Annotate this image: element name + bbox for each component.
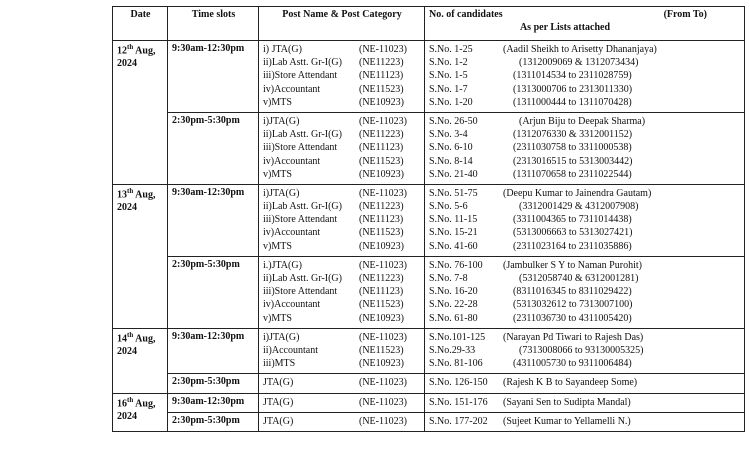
post-entry bbox=[263, 200, 421, 213]
post-entry bbox=[263, 226, 421, 239]
post-category-code: (NE11123) bbox=[359, 214, 404, 226]
cell-date bbox=[113, 41, 168, 185]
cell-post-list bbox=[259, 41, 425, 113]
cell-time-slot: 2:30pm-5:30pm bbox=[168, 412, 259, 431]
candidate-name-or-number-range: (7313008066 to 93130005325) bbox=[519, 344, 644, 356]
table-row bbox=[113, 256, 745, 328]
cell-post-list bbox=[259, 412, 425, 431]
candidate-entry bbox=[429, 83, 741, 96]
post-category-code: (NE10923) bbox=[359, 96, 404, 108]
candidate-name-or-number-range: (5313006663 to 5313027421) bbox=[513, 227, 633, 239]
post-entry bbox=[263, 168, 421, 181]
candidate-entry bbox=[429, 312, 741, 325]
candidate-name-or-number-range: (1313000706 to 2313011330) bbox=[513, 83, 633, 95]
column-header-candidates bbox=[425, 7, 745, 41]
date-ordinal-suffix: th bbox=[127, 43, 134, 51]
post-entry bbox=[263, 272, 421, 285]
post-name: ii)Lab Astt. Gr-I(G) bbox=[263, 201, 342, 213]
post-entry bbox=[263, 83, 421, 96]
candidate-serial-range: S.No.101-125 bbox=[429, 331, 486, 343]
candidate-entry bbox=[429, 331, 741, 344]
table-row bbox=[113, 374, 745, 393]
post-entry bbox=[263, 396, 421, 409]
post-category-code: (NE11523) bbox=[359, 299, 404, 311]
candidate-entry bbox=[429, 69, 741, 82]
candidate-entry bbox=[429, 415, 741, 428]
candidate-entry bbox=[429, 226, 741, 239]
candidate-entry bbox=[429, 96, 741, 109]
post-category-code: (NE11223) bbox=[359, 129, 404, 141]
candidate-serial-range: S.No. 51-75 bbox=[429, 187, 478, 199]
candidate-entry bbox=[429, 200, 741, 213]
cell-candidate-list bbox=[425, 256, 745, 328]
cell-post-list bbox=[259, 256, 425, 328]
date-ordinal-suffix: th bbox=[127, 186, 134, 195]
post-category-code: (NE-11023) bbox=[359, 44, 407, 55]
post-category-code: (NE-11023) bbox=[359, 377, 407, 389]
candidate-name-or-number-range: (2311030758 to 3311000538) bbox=[513, 142, 632, 154]
post-entry bbox=[263, 298, 421, 311]
candidate-entry bbox=[429, 187, 741, 200]
post-category-code: (NE-11023) bbox=[359, 115, 407, 127]
candidate-serial-range: S.No. 16-20 bbox=[429, 286, 478, 298]
candidate-name-or-number-range: (1311014534 to 2311028759) bbox=[513, 70, 632, 82]
post-name: iv)Accountant bbox=[263, 299, 321, 311]
post-entry bbox=[263, 115, 421, 128]
post-name: JTA(G) bbox=[263, 415, 294, 427]
post-name: i)JTA(G) bbox=[263, 187, 300, 199]
post-category-code: (NE11523) bbox=[359, 227, 404, 239]
post-category-code: (NE10923) bbox=[359, 240, 404, 252]
cell-candidate-list bbox=[425, 393, 745, 412]
post-category-code: (NE-11023) bbox=[359, 415, 407, 427]
post-entry bbox=[263, 357, 421, 370]
post-name: ii)Lab Astt. Gr-I(G) bbox=[263, 57, 342, 69]
candidate-serial-range: S.No. 22-28 bbox=[429, 299, 478, 311]
cell-time-slot: 9:30am-12:30pm bbox=[168, 393, 259, 412]
cell-post-list bbox=[259, 184, 425, 256]
table-body bbox=[113, 41, 745, 432]
post-category-code: (NE11523) bbox=[359, 155, 404, 167]
candidate-name-or-number-range: (4311005730 to 9311006484) bbox=[513, 358, 632, 370]
post-category-code: (NE10923) bbox=[359, 358, 404, 370]
post-category-code: (NE-11023) bbox=[359, 331, 407, 343]
column-header-from-to: (From To) bbox=[663, 9, 707, 20]
candidate-entry bbox=[429, 141, 741, 154]
candidate-serial-range: S.No.29-33 bbox=[429, 344, 476, 356]
post-entry bbox=[263, 415, 421, 428]
exam-schedule-table bbox=[112, 6, 745, 432]
candidate-serial-range: S.No. 8-14 bbox=[429, 155, 473, 167]
candidate-name-or-number-range: (3312001429 & 4312007908) bbox=[519, 201, 639, 213]
candidate-entry bbox=[429, 168, 741, 181]
column-header-time-slots: Time slots bbox=[168, 7, 259, 41]
candidate-entry bbox=[429, 115, 741, 128]
candidate-entry bbox=[429, 259, 741, 272]
post-entry bbox=[263, 96, 421, 109]
post-category-code: (NE10923) bbox=[359, 168, 404, 180]
candidate-name-or-number-range: (1311070658 to 2311022544) bbox=[513, 168, 632, 180]
candidate-entry bbox=[429, 128, 741, 141]
post-category-code: (NE11223) bbox=[359, 57, 404, 69]
post-name: iii)MTS bbox=[263, 358, 296, 370]
candidate-entry bbox=[429, 43, 741, 56]
post-category-code: (NE11123) bbox=[359, 142, 404, 154]
cell-post-list bbox=[259, 374, 425, 393]
candidate-entry bbox=[429, 56, 741, 69]
candidate-serial-range: S.No. 5-6 bbox=[429, 201, 468, 213]
post-entry bbox=[263, 285, 421, 298]
candidate-name-or-number-range: (2311036730 to 4311005420) bbox=[513, 312, 632, 324]
cell-candidate-list bbox=[425, 41, 745, 113]
table-header bbox=[113, 7, 745, 41]
candidate-entry bbox=[429, 213, 741, 226]
cell-time-slot: 9:30am-12:30pm bbox=[168, 328, 259, 374]
candidate-entry bbox=[429, 344, 741, 357]
candidate-entry bbox=[429, 376, 741, 389]
candidate-name-or-number-range: (5313032612 to 7313007100) bbox=[513, 299, 633, 311]
candidate-name-or-number-range: (2313016515 to 5313003442) bbox=[513, 155, 633, 167]
post-category-code: (NE11223) bbox=[359, 201, 404, 213]
post-name: i)JTA(G) bbox=[263, 115, 300, 127]
candidate-serial-range: S.No. 41-60 bbox=[429, 240, 478, 252]
cell-candidate-list bbox=[425, 184, 745, 256]
post-name: v)MTS bbox=[263, 168, 292, 180]
cell-date bbox=[113, 393, 168, 431]
date-month: Aug, bbox=[133, 333, 156, 345]
cell-time-slot: 2:30pm-5:30pm bbox=[168, 256, 259, 328]
post-name: JTA(G) bbox=[263, 396, 294, 408]
candidate-entry bbox=[429, 298, 741, 311]
cell-time-slot: 2:30pm-5:30pm bbox=[168, 374, 259, 393]
post-name: iii)Store Attendant bbox=[263, 214, 338, 226]
post-entry bbox=[263, 344, 421, 357]
table-row bbox=[113, 412, 745, 431]
date-ordinal-suffix: th bbox=[127, 330, 134, 339]
candidate-name-or-number-range: (3311004365 to 7311014438) bbox=[513, 214, 632, 226]
post-name: ii)Accountant bbox=[263, 344, 318, 356]
cell-time-slot: 2:30pm-5:30pm bbox=[168, 112, 259, 184]
candidate-serial-range: S.No. 1-2 bbox=[429, 57, 468, 69]
column-header-post: Post Name & Post Category bbox=[259, 7, 425, 41]
candidate-name-or-number-range: (1312076330 & 3312001152) bbox=[513, 129, 633, 141]
candidate-name-or-number-range: (Jambulker S Y to Naman Purohit) bbox=[503, 259, 642, 271]
date-month: Aug, bbox=[133, 397, 156, 409]
date-day: 16 bbox=[117, 397, 127, 409]
candidate-serial-range: S.No. 177-202 bbox=[429, 415, 488, 427]
date-month: Aug, bbox=[133, 189, 156, 201]
post-name: v)MTS bbox=[263, 96, 292, 108]
post-category-code: (NE11523) bbox=[359, 344, 404, 356]
cell-candidate-list bbox=[425, 112, 745, 184]
date-year: 2024 bbox=[117, 202, 137, 213]
candidate-serial-range: S.No. 1-20 bbox=[429, 96, 473, 108]
post-entry bbox=[263, 213, 421, 226]
table-row bbox=[113, 112, 745, 184]
post-category-code: (NE-11023) bbox=[359, 396, 407, 408]
post-category-code: (NE11223) bbox=[359, 273, 404, 284]
candidate-entry bbox=[429, 285, 741, 298]
table-row bbox=[113, 328, 745, 374]
post-name: iii)Store Attendant bbox=[263, 142, 338, 154]
post-entry bbox=[263, 56, 421, 69]
header-row bbox=[113, 7, 745, 41]
candidate-serial-range: S.No. 26-50 bbox=[429, 115, 478, 127]
candidate-name-or-number-range: (Aadil Sheikh to Arisetty Dhananjaya) bbox=[503, 44, 657, 55]
post-name: v)MTS bbox=[263, 312, 292, 324]
post-name: JTA(G) bbox=[263, 377, 294, 389]
candidate-name-or-number-range: (Sayani Sen to Sudipta Mandal) bbox=[503, 396, 631, 408]
date-year: 2024 bbox=[117, 58, 137, 70]
cell-post-list bbox=[259, 328, 425, 374]
post-entry bbox=[263, 331, 421, 344]
table-row bbox=[113, 184, 745, 256]
post-category-code: (NE-11023) bbox=[359, 259, 407, 271]
candidate-serial-range: S.No. 6-10 bbox=[429, 142, 473, 154]
post-name: v)MTS bbox=[263, 240, 292, 252]
candidate-name-or-number-range: (5312058740 & 6312001281) bbox=[519, 273, 639, 284]
date-year: 2024 bbox=[117, 410, 137, 422]
post-category-code: (NE11523) bbox=[359, 83, 404, 95]
post-name: iv)Accountant bbox=[263, 83, 321, 95]
date-day: 13 bbox=[117, 189, 127, 201]
candidate-serial-range: S.No. 15-21 bbox=[429, 227, 478, 239]
candidate-serial-range: S.No. 11-15 bbox=[429, 214, 478, 226]
candidate-serial-range: S.No. 61-80 bbox=[429, 312, 478, 324]
candidate-name-or-number-range: (2311023164 to 2311035886) bbox=[513, 240, 632, 252]
candidate-serial-range: S.No. 21-40 bbox=[429, 168, 478, 180]
date-month: Aug, bbox=[133, 45, 156, 57]
column-header-candidates-text: No. of candidates bbox=[429, 9, 503, 20]
post-category-code: (NE11123) bbox=[359, 70, 404, 82]
date-ordinal-suffix: th bbox=[127, 395, 134, 404]
post-entry bbox=[263, 259, 421, 272]
candidate-name-or-number-range: (Rajesh K B to Sayandeep Some) bbox=[503, 377, 638, 389]
cell-post-list bbox=[259, 112, 425, 184]
cell-time-slot: 9:30am-12:30pm bbox=[168, 184, 259, 256]
post-entry bbox=[263, 43, 421, 56]
post-name: iv)Accountant bbox=[263, 155, 321, 167]
candidate-entry bbox=[429, 396, 741, 409]
cell-date bbox=[113, 184, 168, 328]
candidate-serial-range: S.No. 151-176 bbox=[429, 396, 488, 408]
candidate-serial-range: S.No. 1-25 bbox=[429, 44, 473, 55]
scan-edge-artifact bbox=[300, 0, 630, 8]
candidate-entry bbox=[429, 357, 741, 370]
post-name: ii)Lab Astt. Gr-I(G) bbox=[263, 129, 342, 141]
candidate-name-or-number-range: (1312009069 & 1312073434) bbox=[519, 57, 639, 69]
post-entry bbox=[263, 187, 421, 200]
candidate-serial-range: S.No. 1-7 bbox=[429, 83, 468, 95]
post-entry bbox=[263, 376, 421, 389]
post-name: iii)Store Attendant bbox=[263, 286, 338, 298]
cell-post-list bbox=[259, 393, 425, 412]
candidate-serial-range: S.No. 1-5 bbox=[429, 70, 468, 82]
post-entry bbox=[263, 155, 421, 168]
post-category-code: (NE-11023) bbox=[359, 187, 407, 199]
cell-candidate-list bbox=[425, 412, 745, 431]
candidate-entry bbox=[429, 240, 741, 253]
cell-date bbox=[113, 328, 168, 393]
post-entry bbox=[263, 312, 421, 325]
date-year: 2024 bbox=[117, 345, 137, 357]
table-row bbox=[113, 41, 745, 113]
candidate-name-or-number-range: (1311000444 to 1311070428) bbox=[513, 96, 632, 108]
candidate-serial-range: S.No. 7-8 bbox=[429, 273, 468, 284]
candidate-serial-range: S.No. 126-150 bbox=[429, 377, 488, 389]
cell-candidate-list bbox=[425, 374, 745, 393]
post-name: iii)Store Attendant bbox=[263, 70, 338, 82]
post-name: i)JTA(G) bbox=[263, 331, 300, 343]
post-category-code: (NE10923) bbox=[359, 312, 404, 324]
post-entry bbox=[263, 141, 421, 154]
post-name: ii)Lab Astt. Gr-I(G) bbox=[263, 273, 342, 284]
post-entry bbox=[263, 240, 421, 253]
cell-candidate-list bbox=[425, 328, 745, 374]
candidate-name-or-number-range: (Deepu Kumar to Jainendra Gautam) bbox=[503, 187, 652, 199]
post-name: i.)JTA(G) bbox=[263, 259, 302, 271]
date-day: 14 bbox=[117, 333, 127, 345]
candidate-name-or-number-range: (Sujeet Kumar to Yellamelli N.) bbox=[503, 415, 631, 427]
candidate-name-or-number-range: (8311016345 to 8311029422) bbox=[513, 286, 632, 298]
post-name: iv)Accountant bbox=[263, 227, 321, 239]
column-header-candidates-main bbox=[429, 9, 741, 22]
candidate-name-or-number-range: (Narayan Pd Tiwari to Rajesh Das) bbox=[503, 331, 644, 343]
column-header-date: Date bbox=[113, 7, 168, 41]
post-name: i) JTA(G) bbox=[263, 44, 302, 55]
candidate-serial-range: S.No. 76-100 bbox=[429, 259, 483, 271]
post-category-code: (NE11123) bbox=[359, 286, 404, 298]
candidate-entry bbox=[429, 155, 741, 168]
date-day: 12 bbox=[117, 45, 127, 57]
post-entry bbox=[263, 128, 421, 141]
cell-time-slot: 9:30am-12:30pm bbox=[168, 41, 259, 113]
candidate-serial-range: S.No. 3-4 bbox=[429, 129, 468, 141]
post-entry bbox=[263, 69, 421, 82]
candidate-entry bbox=[429, 272, 741, 285]
table-row bbox=[113, 393, 745, 412]
candidate-serial-range: S.No. 81-106 bbox=[429, 358, 483, 370]
column-header-lists-note: As per Lists attached bbox=[519, 21, 611, 33]
candidate-name-or-number-range: (Arjun Biju to Deepak Sharma) bbox=[519, 115, 646, 127]
